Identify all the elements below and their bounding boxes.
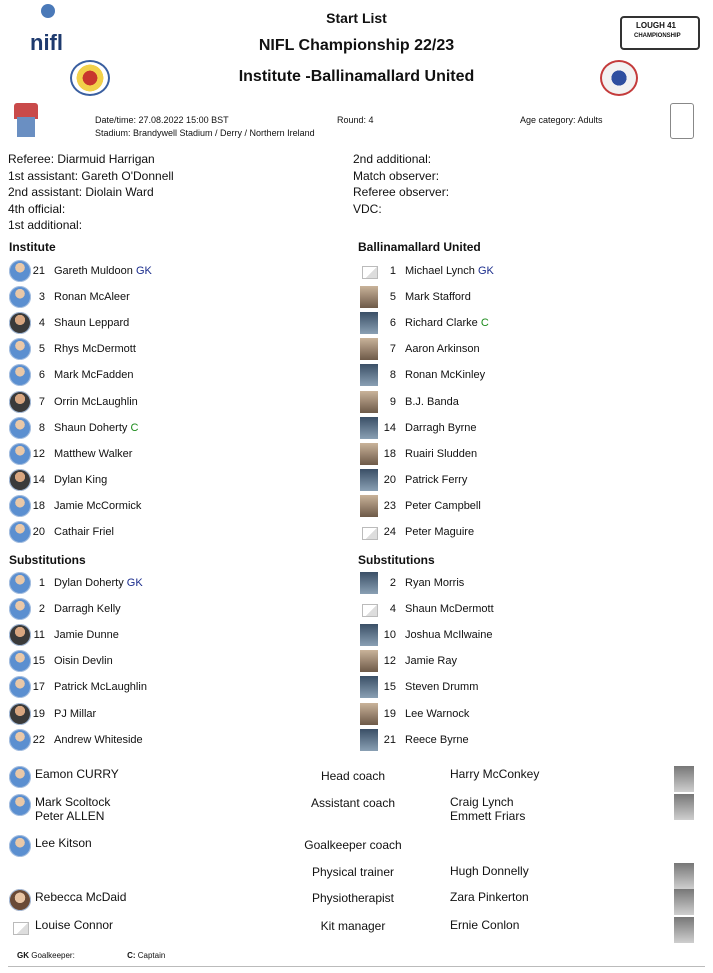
staff-photo-placeholder-icon: [13, 922, 29, 935]
staff-avatar: [9, 889, 31, 911]
home-subs-header: Substitutions: [9, 553, 86, 567]
official-line: VDC:: [353, 201, 382, 216]
player-name: [405, 369, 485, 381]
shirt-number: 6: [389, 317, 396, 330]
home-staff-name: Louise Connor: [35, 918, 114, 932]
goalkeeper-tag: GK: [135, 265, 152, 277]
shirt-number: 2: [389, 577, 396, 589]
player-name: [54, 474, 107, 486]
shirt-number: 4: [38, 317, 45, 330]
player-name: [405, 317, 489, 329]
player-name: [54, 603, 121, 615]
staff-photo: [674, 766, 694, 792]
shirt-number: 17: [32, 681, 45, 694]
player-name-text: Patrick McLaughlin: [54, 681, 147, 694]
player-name-text: Mark Stafford: [405, 291, 471, 304]
away-staff-name: Harry McConkey: [450, 767, 540, 781]
player-name: [405, 422, 477, 434]
player-name: [54, 422, 138, 434]
player-name: [405, 526, 474, 538]
player-name-text: Dylan King: [54, 473, 108, 486]
player-name: [54, 577, 143, 589]
shirt-number: 3: [38, 291, 45, 304]
player-row: [360, 338, 690, 362]
staff-role: Kit manager: [320, 919, 386, 933]
official-line: 1st additional:: [8, 218, 83, 232]
player-name: [405, 500, 481, 512]
nifl-logo-text: nifl: [30, 30, 63, 55]
shirt-number: 12: [32, 447, 45, 460]
player-row: [360, 598, 690, 622]
player-name-text: Richard Clarke: [405, 317, 478, 330]
away-team-title: Ballinamallard United: [310, 68, 475, 85]
home-kit-icon: [14, 103, 38, 137]
shirt-number: 21: [383, 733, 396, 746]
player-name-text: Rhys McDermott: [54, 343, 136, 356]
shirt-number: 18: [383, 447, 396, 460]
shirt-number: 19: [383, 707, 396, 720]
player-name: [405, 655, 457, 667]
player-name-text: Jamie McCormick: [54, 499, 142, 512]
away-staff-name: Craig Lynch: [450, 795, 514, 809]
player-name-text: Reece Byrne: [405, 733, 469, 746]
player-name-text: Darragh Byrne: [405, 421, 477, 434]
player-row: [9, 495, 339, 519]
away-staff-name: Emmett Friars: [450, 809, 526, 823]
player-row: [9, 676, 339, 700]
away-team-header: Ballinamallard United: [358, 240, 481, 254]
staff-avatar: [9, 835, 31, 857]
shirt-number: 15: [383, 681, 396, 694]
staff-photo: [674, 889, 694, 915]
player-name: [405, 343, 480, 355]
shirt-number: 2: [38, 603, 45, 616]
player-name-text: Andrew Whiteside: [54, 733, 143, 746]
home-staff-name: Eamon CURRY: [35, 767, 119, 781]
player-row: [9, 443, 339, 467]
player-row: [9, 312, 339, 336]
shirt-number: 10: [383, 629, 396, 642]
staff-role: Assistant coach: [310, 796, 396, 810]
player-name: [54, 708, 96, 720]
away-staff-name: Ernie Conlon: [450, 918, 520, 932]
player-name-text: Ronan McAleer: [54, 291, 130, 304]
goalkeeper-tag: GK: [126, 577, 143, 589]
shirt-number: 19: [32, 707, 45, 720]
shirt-number: 5: [389, 291, 396, 304]
official-line: 1st assistant: Gareth O'Donnell: [8, 168, 174, 183]
player-row: [360, 676, 690, 700]
shirt-number: 14: [32, 473, 45, 486]
footer-divider: [8, 966, 705, 967]
player-row: [360, 495, 690, 519]
player-row: [360, 417, 690, 441]
player-name: [54, 265, 152, 277]
institute-crest-icon: [70, 60, 110, 96]
player-row: [360, 703, 690, 727]
lough41-logo-text: LOUGH 41: [636, 21, 677, 30]
shirt-number: 7: [38, 395, 45, 408]
player-row: [360, 729, 690, 753]
player-name-text: PJ Millar: [54, 707, 97, 720]
home-staff-name: Peter ALLEN: [35, 809, 105, 823]
lough41-logo-sub: CHAMPIONSHIP: [634, 33, 681, 39]
shirt-number: 23: [383, 499, 396, 512]
player-name-text: Peter Maguire: [405, 526, 475, 538]
player-name: [54, 734, 143, 746]
player-name-text: Shaun Leppard: [54, 317, 130, 330]
shirt-number: 21: [32, 265, 45, 277]
player-name-text: Jamie Ray: [405, 655, 457, 668]
player-name: [54, 681, 147, 693]
player-name-text: Shaun McDermott: [405, 603, 494, 616]
fixture-separator: -: [305, 68, 311, 85]
player-name: [405, 291, 471, 303]
home-staff-name: Rebecca McDaid: [35, 890, 127, 904]
player-name: [405, 474, 467, 486]
player-name: [54, 629, 119, 641]
legend-gk-label: Goalkeeper:: [31, 951, 75, 960]
player-name-text: Mark McFadden: [54, 369, 134, 382]
player-name-text: Gareth Muldoon: [54, 265, 133, 277]
goalkeeper-tag: GK: [477, 265, 494, 277]
player-row: [360, 469, 690, 493]
player-name-text: Aaron Arkinson: [405, 343, 480, 356]
match-round: Round: 4: [337, 115, 374, 125]
player-name-text: Joshua McIlwaine: [405, 629, 493, 642]
shirt-number: 5: [38, 343, 45, 356]
player-name-text: Steven Drumm: [405, 681, 479, 694]
competition-title: NIFL Championship 22/23: [258, 37, 455, 54]
player-row: [360, 650, 690, 674]
shirt-number: 8: [38, 421, 45, 434]
player-row: [9, 598, 339, 622]
legend-gk-key: GK: [17, 951, 29, 960]
player-name: [54, 448, 132, 460]
official-line: 4th official:: [8, 201, 66, 216]
away-staff-name: Zara Pinkerton: [450, 890, 529, 904]
shirt-number: 20: [383, 473, 396, 486]
match-age-category: Age category: Adults: [520, 115, 603, 125]
staff-photo: [674, 794, 694, 820]
player-name-text: Ruairi Sludden: [405, 447, 478, 460]
shirt-number: 6: [38, 369, 45, 382]
player-name: [405, 681, 478, 693]
player-name-text: Shaun Doherty: [54, 421, 128, 434]
home-staff-name: Lee Kitson: [35, 836, 92, 850]
player-name: [405, 577, 464, 589]
staff-role: Head coach: [320, 769, 386, 783]
shirt-number: 15: [32, 655, 45, 668]
shirt-number: 1: [38, 577, 45, 589]
player-name-text: Ronan McKinley: [405, 369, 486, 382]
staff-avatar: [9, 766, 31, 788]
player-name: [54, 317, 129, 329]
player-row: [360, 260, 690, 284]
player-name-text: Dylan Doherty: [54, 577, 124, 589]
player-row: [9, 729, 339, 753]
match-datetime: Date/time: 27.08.2022 15:00 BST: [95, 115, 229, 125]
away-subs-header: Substitutions: [358, 553, 435, 567]
player-name-text: Peter Campbell: [405, 499, 481, 512]
legend-c-key: C:: [127, 951, 136, 960]
player-name: [405, 448, 477, 460]
player-row: [9, 286, 339, 310]
official-line: 2nd assistant: Diolain Ward: [8, 185, 154, 199]
player-name: [405, 265, 494, 277]
shirt-number: 7: [389, 343, 396, 356]
official-line: Referee observer:: [353, 185, 450, 199]
nifl-logo: [28, 4, 72, 58]
player-name: [405, 603, 494, 615]
player-name: [54, 500, 141, 512]
player-row: [9, 703, 339, 727]
captain-tag: C: [130, 421, 139, 434]
player-row: [9, 469, 339, 493]
home-team-title: Institute: [238, 68, 301, 85]
official-line: Match observer:: [353, 168, 440, 183]
player-silhouette-icon: [41, 4, 55, 18]
player-row: [360, 391, 690, 415]
official-line: 2nd additional:: [353, 152, 432, 166]
player-name: [405, 734, 469, 746]
shirt-number: 18: [32, 499, 45, 512]
player-row: [9, 417, 339, 441]
player-name: [405, 396, 459, 408]
player-row: [360, 624, 690, 648]
match-stadium: Stadium: Brandywell Stadium / Derry / Northern Ireland: [95, 128, 315, 138]
player-row: [9, 338, 339, 362]
player-name-text: B.J. Banda: [405, 395, 459, 408]
captain-tag: C: [480, 317, 489, 330]
player-row: [9, 260, 339, 284]
staff-role: Goalkeeper coach: [304, 838, 402, 852]
player-name: [54, 369, 133, 381]
player-row: [9, 521, 339, 545]
shirt-number: 12: [383, 655, 396, 668]
shirt-number: 14: [383, 421, 396, 434]
player-name-text: Ryan Morris: [405, 577, 465, 589]
official-line: Referee: Diarmuid Harrigan: [8, 152, 155, 166]
page-title: Start List: [326, 10, 387, 26]
staff-role: Physical trainer: [311, 865, 395, 879]
player-row: [9, 572, 339, 596]
lough41-logo: [620, 16, 700, 50]
legend-c-label: Captain: [137, 951, 166, 960]
player-name: [54, 291, 130, 303]
shirt-number: 20: [32, 526, 45, 538]
shirt-number: 1: [389, 265, 396, 277]
player-name: [54, 396, 138, 408]
home-team-header: Institute: [9, 240, 56, 254]
ballinamallard-crest-icon: [600, 60, 638, 96]
away-kit-icon: [670, 103, 694, 139]
player-row: [360, 364, 690, 388]
legend: [17, 951, 165, 960]
home-staff-name: Mark Scoltock: [35, 795, 111, 809]
player-name-text: Oisin Devlin: [54, 655, 113, 668]
player-row: [360, 286, 690, 310]
player-name: [405, 629, 492, 641]
player-name-text: Michael Lynch: [405, 265, 475, 277]
shirt-number: 24: [383, 526, 396, 538]
player-row: [360, 312, 690, 336]
shirt-number: 11: [33, 629, 45, 642]
player-name-text: Orrin McLaughlin: [54, 395, 138, 408]
player-name-text: Cathair Friel: [54, 526, 114, 538]
player-name-text: Matthew Walker: [54, 447, 133, 460]
player-name-text: Patrick Ferry: [405, 473, 468, 486]
player-row: [360, 572, 690, 596]
staff-photo: [674, 863, 694, 889]
staff-avatar: [9, 794, 31, 816]
player-name-text: Lee Warnock: [405, 707, 470, 720]
player-row: [9, 650, 339, 674]
player-row: [360, 443, 690, 467]
away-staff-name: Hugh Donnelly: [450, 864, 529, 878]
player-name: [54, 526, 114, 538]
shirt-number: 22: [32, 733, 45, 746]
staff-photo: [674, 917, 694, 943]
staff-role: Physiotherapist: [311, 891, 395, 905]
player-name-text: Jamie Dunne: [54, 629, 119, 642]
shirt-number: 8: [389, 369, 396, 382]
player-name-text: Darragh Kelly: [54, 603, 121, 616]
player-row: [360, 521, 690, 545]
player-name: [54, 343, 136, 355]
player-row: [9, 391, 339, 415]
player-row: [9, 364, 339, 388]
player-name: [405, 708, 469, 720]
shirt-number: 9: [389, 395, 396, 408]
player-row: [9, 624, 339, 648]
player-name: [54, 655, 113, 667]
shirt-number: 4: [389, 603, 396, 616]
